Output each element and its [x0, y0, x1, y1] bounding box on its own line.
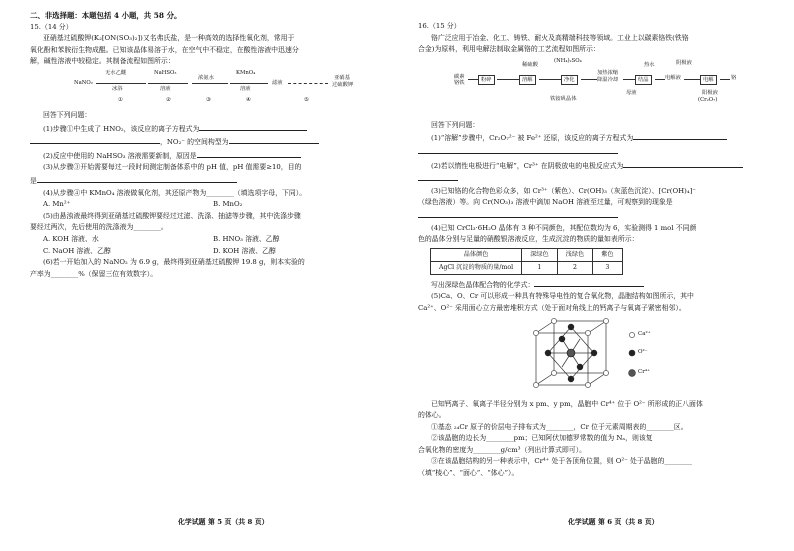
q16-part5-sub2: ②该晶胞的边长为________pm；已知阿伏加德罗常数的值为 Nₐ，则该复 — [431, 434, 653, 443]
option-b[interactable]: B. MnO₂ — [213, 200, 243, 209]
q15-part4: (4)从步骤④中 KMnO₄ 溶液做氧化剂，其还原产物为________（填选项字母，下同）。 — [43, 188, 307, 197]
flow-ferrous: 铁铵矾晶体 — [550, 95, 577, 102]
left-page — [30, 0, 386, 551]
right-page-footer: 化学试题 第 6 页（共 8 页） — [568, 518, 659, 526]
legend-ca-icon — [629, 332, 634, 337]
ca-ion — [533, 382, 538, 387]
q16-flow-diagram — [418, 58, 774, 116]
q16-part1 — [418, 131, 774, 145]
table-cell: 3 — [593, 261, 622, 274]
flow-s4-bottom: 溶液 — [240, 85, 251, 92]
flow-step-3: ③ — [206, 96, 211, 103]
answer-blank[interactable] — [418, 172, 458, 181]
flow-crystal-bottom: 降温冷却 — [597, 76, 619, 83]
q15-part1 — [30, 122, 386, 136]
flow-s1-top: 无水乙醚 — [105, 69, 127, 76]
cr-ion — [567, 349, 575, 357]
table-row — [431, 261, 623, 274]
answer-blank[interactable] — [197, 149, 301, 158]
flow-step-4: ④ — [246, 96, 251, 103]
flow-step-1: ① — [118, 96, 123, 103]
o-ion — [591, 349, 597, 355]
legend-cr: Cr⁴⁺ — [638, 368, 650, 375]
q16-part4: (4)已知 CrCl₃·6H₂O 晶体有 3 种不同颜色，其配位数均为 6，实验测得 1 mol 不同颜 — [431, 223, 697, 232]
flow-arrow — [655, 79, 665, 80]
q15-part1b-text: ，NO₂⁻ 的空间构型为 — [160, 138, 229, 147]
flow-arrow — [720, 79, 730, 80]
flow-step-5: ⑤ — [304, 96, 309, 103]
flow-raw-top: 碳素 — [454, 73, 465, 80]
crystal-structure-figure — [418, 317, 774, 395]
answer-blank[interactable] — [37, 174, 237, 183]
flow-hot-water: 热水 — [644, 61, 655, 68]
flow-crush: 粉碎 — [478, 75, 495, 85]
table-header: 紫色 — [593, 248, 622, 261]
q16-prompt: 回答下列问题： — [431, 120, 480, 129]
q16-part2-text: (2)若以惰性电极进行“电解”，Cr³⁺ 在阴极放电的电极反应式为 — [431, 161, 624, 170]
answer-blank[interactable] — [199, 122, 307, 131]
flow-product: 铬 — [731, 74, 737, 81]
legend-o-icon — [629, 350, 635, 356]
flow-arrow — [623, 79, 635, 80]
q16-part5-sub3: ③在该晶胞结构的另一种表示中，Cr⁴⁺ 处于各顶角位置，则 O²⁻ 处于晶胞的________ — [431, 457, 692, 466]
q15-part5-cont: 要经过两次，先后使用的洗涤液为________。 — [30, 223, 168, 232]
flow-arrow — [539, 79, 561, 80]
option-d[interactable]: D. KOH 溶液、乙醇 — [213, 246, 276, 255]
flow-end-bottom: 过硫酸钾 — [332, 81, 354, 88]
flow-crystal-top: 加热浓缩 — [597, 69, 619, 76]
ca-ion — [585, 382, 590, 387]
ca-ion — [551, 318, 556, 323]
answer-blank[interactable] — [418, 145, 618, 154]
flow-arrow — [148, 83, 188, 84]
o-ion — [568, 323, 574, 329]
o-ion — [568, 375, 574, 381]
q15-part3b-text: 是 — [30, 176, 37, 185]
table-cell: AgCl 沉淀的物质的量/mol — [431, 261, 522, 274]
q16-part5-sub2-cont: 合氧化物的密度为________g/cm³（列出计算式即可）。 — [418, 445, 587, 454]
q16-part5-sub1: ①基态 ₂₄Cr 原子的价层电子排布式为________，Cr 位于元素周期表的________区。 — [431, 422, 688, 431]
flow-purify: 净化 — [561, 75, 578, 85]
flow-anode-label: 阳极液 — [702, 89, 718, 96]
q15-prompt: 回答下列问题： — [43, 110, 92, 119]
answer-blank[interactable] — [229, 135, 319, 144]
section-header: 二、非选择题：本题包括 4 小题，共 58 分。 — [30, 11, 182, 20]
q15-part2-text: (2)反应中使用的 NaHSO₃ 溶液需要新制，原因是 — [43, 151, 197, 160]
ca-ion — [533, 330, 538, 335]
flow-arrow — [468, 79, 478, 80]
flow-s3-top: 浓氨水 — [198, 74, 214, 81]
table-cell: 2 — [557, 261, 593, 274]
flow-s2-top: NaHSO₃ — [154, 69, 177, 76]
q15-part3-cont — [30, 174, 386, 188]
answer-blank[interactable] — [623, 159, 743, 168]
flow-filtrate: 滤液 — [272, 79, 283, 86]
flow-arrow — [96, 83, 146, 84]
option-a[interactable]: A. KOH 溶液、水 — [43, 234, 99, 243]
q15-intro-line: 氧化酚和苯胺衍生物成醌。已知该晶体易溶于水，在空气中不稳定，在酸性溶液中迅速分 — [30, 45, 299, 54]
q15-part2 — [30, 149, 386, 163]
q16-part1-cont — [418, 145, 774, 159]
flow-arrow — [230, 83, 268, 84]
right-page — [418, 0, 774, 551]
q15-part4-options — [30, 199, 386, 211]
q16-part2 — [418, 159, 774, 173]
o-ion — [559, 335, 565, 341]
q15-intro-line: 亚硝基过硫酸钾(K₂[ON(SO₃)₂])又名弗氏盐，是一种高效的选择性氧化剂，常用于 — [43, 34, 295, 43]
answer-blank[interactable] — [534, 278, 644, 287]
flow-mother: 母液 — [626, 89, 637, 96]
q16-intro-line: 合金)为原料，利用电解法制取金属铬的工艺流程如图所示： — [418, 45, 600, 54]
q16-part4-cont: 色的晶体分别与足量的硝酸银溶液反应，生成沉淀的物质的量如表所示： — [418, 235, 639, 244]
q15-part3: (3)从步骤③开始需要每过一段时间测定制备体系中的 pH 值，pH 值需要≥10，目的 — [43, 163, 302, 172]
q16-part3-cont: （绿色溶液）等。向 Cr(NO₃)₃ 溶液中滴加 NaOH 溶液至过量，可观察到的现象是 — [418, 198, 673, 207]
q15-part6-cont: 产率为________%（保留三位有效数字）。 — [30, 269, 158, 278]
q16-part5-desc: 已知钙离子、氧离子半径分别为 x pm、y pm，晶胞中 Cr⁴⁺ 位于 O²⁻ 所形成的正八面体 — [431, 399, 703, 408]
ca-ion — [603, 370, 608, 375]
q16-part5: (5)Ca、O、Cr 可以形成一种具有特殊导电性的复合氧化物，晶胞结构如图所示，其中 — [431, 292, 694, 301]
q16-part4c-text: 写出深绿色晶体配合物的化学式： — [431, 280, 535, 289]
table-header-row — [431, 248, 623, 261]
q16-title: 16.（15 分） — [418, 22, 461, 30]
answer-blank[interactable] — [418, 209, 618, 218]
ca-ion — [551, 370, 556, 375]
q16-part5-desc-cont: 的体心。 — [418, 411, 446, 420]
flow-s1-bottom: 冰浴 — [112, 85, 123, 92]
answer-blank[interactable] — [30, 135, 160, 144]
flow-catholyte: 电解液 — [665, 74, 681, 81]
option-a[interactable]: A. Mn²⁺ — [43, 200, 71, 209]
table-header: 浅绿色 — [557, 248, 593, 261]
q16-part2-cont — [418, 172, 774, 186]
crystal-cell-svg — [528, 317, 668, 395]
flow-arrow — [497, 79, 519, 80]
left-page-footer: 化学试题 第 5 页（共 8 页） — [178, 518, 269, 526]
q16-part1-text: (1)“溶解”步骤中，Cr₂O₇²⁻ 被 Fe²⁺ 还原，该反应的离子方程式为 — [431, 134, 634, 143]
legend-ca: Ca²⁺ — [638, 330, 651, 337]
flow-dissolve: 溶解 — [519, 75, 536, 85]
q16-part3-answer — [418, 209, 774, 223]
legend-o: O²⁻ — [638, 348, 648, 355]
q15-part5-options-row — [30, 246, 386, 258]
option-b[interactable]: B. HNO₃ 溶液、乙醇 — [213, 234, 280, 243]
option-c[interactable]: C. NaOH 溶液、乙醇 — [43, 246, 111, 255]
ca-ion — [603, 318, 608, 323]
flow-sulfuric: 稀硫酸 — [522, 61, 538, 68]
answer-blank[interactable] — [633, 131, 727, 140]
table-header: 深绿色 — [522, 248, 558, 261]
flow-arrow-dashed — [288, 83, 328, 84]
flow-chromium-oxide: (Cr₂O₇) — [698, 96, 718, 103]
q16-intro-line: 铬广泛应用于冶金、化工、铸铁、耐火及高精端科技等领域。工业上以碳素铬铁(铁铬 — [431, 33, 689, 42]
q16-part3: (3)已知铬的化合物色彩众多，如 Cr³⁺（紫色）、Cr(OH)₃（灰蓝色沉淀）、[Cr(OH)₄]⁻ — [431, 186, 696, 195]
q15-intro-line: 解，碱性溶液中较稳定。其制备流程如图所示： — [30, 57, 175, 66]
flow-s4-top: KMnO₄ — [236, 69, 256, 76]
o-ion — [545, 349, 551, 355]
q16-part5-cont: Ca²⁺、O²⁻ 采用面心立方最密堆积方式（处于面对角线上的钙离子与氧离子紧密相邻）。 — [418, 303, 686, 312]
q15-title: 15.（14 分） — [30, 22, 73, 31]
flow-step-2: ② — [166, 96, 171, 103]
ca-ion — [585, 330, 590, 335]
flow-crystal-box: 结晶 — [635, 75, 652, 85]
flow-arrow — [581, 79, 597, 80]
flow-s2-bottom: 溶液 — [160, 85, 171, 92]
flow-end-top: 亚硝基 — [334, 74, 350, 81]
q15-part6: (6)若一开始加入的 NaNO₂ 为 6.9 g，最终得到亚硝基过硫酸钾 19.8 g，则本实验的 — [43, 258, 305, 267]
q15-part5-options-row — [30, 234, 386, 246]
flow-arrow — [192, 83, 228, 84]
table-header: 晶体颜色 — [431, 248, 522, 261]
flow-anolyte: 阴极液 — [676, 59, 692, 66]
o-ion — [577, 363, 583, 369]
flow-raw-bottom: 铬铁 — [454, 79, 465, 86]
q16-part5-sub3-cont: （填“棱心”、“面心”、“体心”）。 — [418, 469, 519, 478]
q15-part5: (5)由悬浊液最终得到亚硝基过硫酸钾要经过过滤、洗涤、抽滤等步骤，其中洗涤步骤 — [43, 211, 301, 220]
q15-flow-diagram — [30, 70, 386, 106]
flow-ammonium: (NH₄)₂SO₄ — [554, 57, 582, 64]
flow-arrow — [684, 79, 700, 80]
flow-start: NaNO₂ — [74, 79, 93, 86]
q16-part4-formula — [418, 278, 774, 292]
table-cell: 1 — [522, 261, 558, 274]
q15-part1-text: (1)步骤①中生成了 HNO₂，该反应的离子方程式为 — [43, 124, 200, 133]
legend-cr-icon — [629, 369, 636, 376]
q15-part1-cont — [30, 135, 386, 149]
q16-color-table — [430, 248, 623, 275]
flow-electrolysis: 电解 — [700, 75, 717, 85]
